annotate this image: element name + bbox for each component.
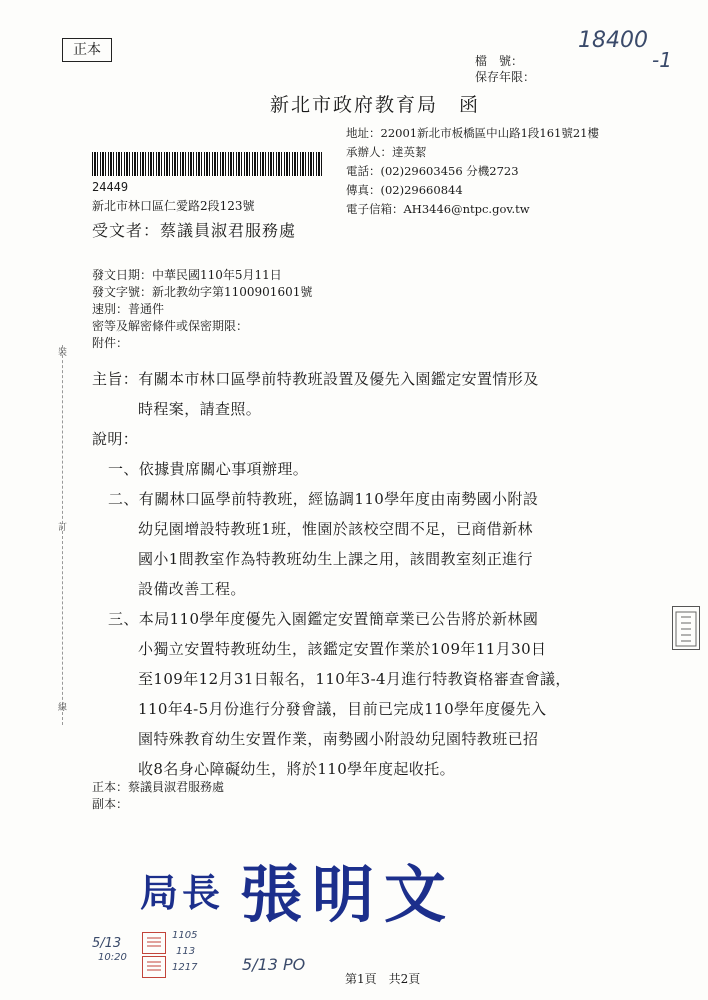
agency-title: 新北市政府教育局 函 xyxy=(270,94,481,116)
handwritten-note: 5/13 PO xyxy=(242,955,306,974)
item-2-line: 幼兒園增設特教班1班，惟園於該校空間不足，已商借新林 xyxy=(138,520,533,538)
document-number: 發文字號：新北教幼字第1100901601號 xyxy=(92,285,313,299)
side-seal-stamp xyxy=(672,606,700,650)
postal-code: 24449 xyxy=(92,180,129,194)
recipient-address: 新北市林口區仁愛路2段123號 xyxy=(92,199,255,213)
delivery-speed: 速別：普通件 xyxy=(92,302,165,316)
binding-mark: 裝 xyxy=(58,348,68,358)
handler: 承辦人：達英絜 xyxy=(346,145,427,159)
item-2-line: 國小1間教室作為特教班幼生上課之用，該間教室刻正進行 xyxy=(138,550,533,568)
handwritten-file-number: 18400 xyxy=(578,28,648,53)
handwritten-date: 5/13 xyxy=(92,936,122,951)
item-3-line: 至109年12月31日報名，110年3-4月進行特教資格審查會議， xyxy=(138,670,571,688)
item-3-line: 收8名身心障礙幼生，將於110學年度起收托。 xyxy=(138,760,455,778)
item-2-line: 設備改善工程。 xyxy=(138,580,246,598)
handwritten-note: 1217 xyxy=(172,962,198,973)
item-3-line: 園特殊教育幼生安置作業，南勢國小附設幼兒園特教班已招 xyxy=(138,730,539,748)
item-2-line: 二、有關林口區學前特教班，經協調110學年度由南勢國小附設 xyxy=(108,490,539,508)
handwritten-note: 1105 xyxy=(172,930,198,941)
handwritten-note: 113 xyxy=(176,946,196,957)
item-3-line: 小獨立安置特教班幼生，該鑑定安置作業於109年11月30日 xyxy=(138,640,547,658)
red-approval-stamp xyxy=(142,956,166,978)
recipient: 受文者：蔡議員淑君服務處 xyxy=(92,221,297,240)
attachment: 附件： xyxy=(92,336,129,350)
issue-date: 發文日期：中華民國110年5月11日 xyxy=(92,268,282,282)
handwritten-time: 10:20 xyxy=(98,952,127,963)
binding-line xyxy=(62,345,63,725)
explanation-label: 說明： xyxy=(92,430,139,448)
binding-mark: 訂 xyxy=(58,523,68,533)
email: 電子信箱：AH3446@ntpc.gov.tw xyxy=(346,202,530,216)
file-number-label: 檔 號： xyxy=(475,54,524,68)
subject-line: 時程案，請查照。 xyxy=(138,400,262,418)
fax: 傳真：(02)29660844 xyxy=(346,183,463,197)
retention-period-label: 保存年限： xyxy=(475,70,536,84)
handwritten-suffix: -1 xyxy=(652,48,672,72)
barcode xyxy=(92,152,322,176)
red-approval-stamp xyxy=(142,932,166,954)
page-number: 第1頁 共2頁 xyxy=(345,972,421,986)
agency-address: 地址：22001新北市板橋區中山路1段161號21樓 xyxy=(346,126,599,140)
cc: 副本： xyxy=(92,797,129,811)
item-3-line: 三、本局110學年度優先入園鑑定安置簡章業已公告將於新林國 xyxy=(108,610,539,628)
secrecy-level: 密等及解密條件或保密期限： xyxy=(92,319,249,333)
item-3-line: 110年4-5月份進行分發會議，目前已完成110學年度優先入 xyxy=(138,700,547,718)
original-copy-label: 正本 xyxy=(62,38,112,62)
signature-title: 局長 xyxy=(140,871,225,915)
signature-name: 張明文 xyxy=(240,858,457,931)
binding-mark: 線 xyxy=(58,703,68,713)
phone: 電話：(02)29603456 分機2723 xyxy=(346,164,519,178)
subject-line: 主旨：有關本市林口區學前特教班設置及優先入園鑑定安置情形及 xyxy=(92,370,539,388)
copy-to: 正本：蔡議員淑君服務處 xyxy=(92,780,225,794)
item-1: 一、依據貴席關心事項辦理。 xyxy=(108,460,309,478)
